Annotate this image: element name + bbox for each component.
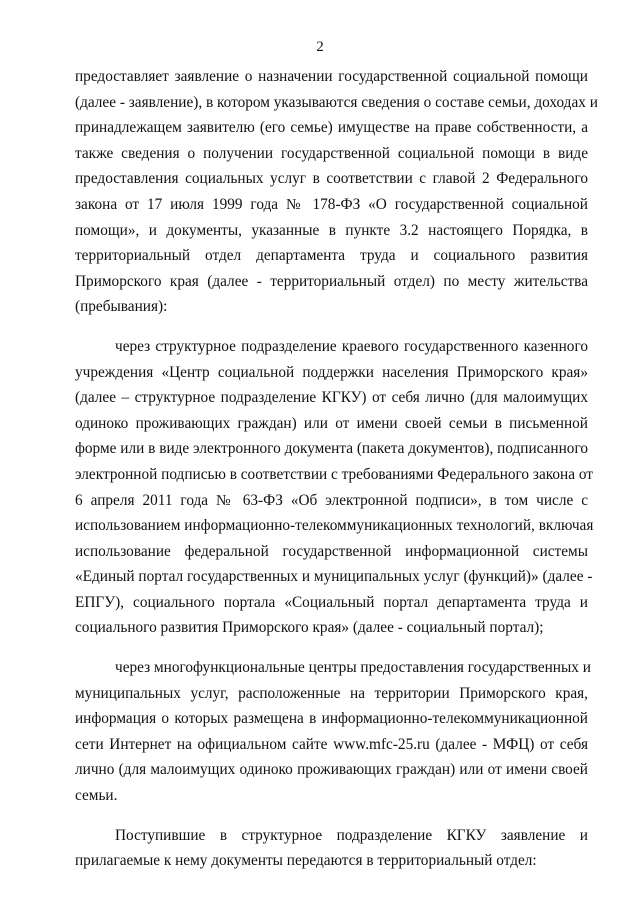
text-line: предоставляет заявление о назначении государственной социальной помощи [75,68,588,85]
text-line: форме или в виде электронного документа (пакета документов), подписанного [75,440,588,458]
text-line: Поступившие в структурное подразделение КГКУ заявление и [115,826,588,844]
paragraph-4 [75,823,588,874]
text-line: использованием информационно-телекоммуникационных технологий, включая [75,517,594,535]
text-line: «Единый портал государственных и муниципальных услуг (функций)» (далее - [75,568,593,586]
text-line: через многофункциональные центры предоставления государственных и [115,659,591,677]
text-line: (далее - заявление), в котором указываются сведения о составе семьи, доходах и [75,93,598,111]
paragraph-1 [75,64,598,320]
text-line: предоставления социальных услуг в соответствии с главой 2 Федерального [75,170,588,188]
text-line: лично (для малоимущих одиноко проживающих граждан) или от имени своей [75,761,588,779]
text-line: электронной подписью в соответствии с требованиями Федерального закона от [75,465,593,483]
text-line: (далее – структурное подразделение КГКУ) от себя лично (для малоимущих [75,389,588,407]
text-line: муниципальных услуг, расположенные на территории Приморского края, [75,684,588,702]
text-line: помощи», и документы, указанные в пункте 3.2 настоящего Порядка, в [75,221,588,239]
text-line: учреждения «Центр социальной поддержки населения Приморского края» [75,363,588,381]
text-line: 6 апреля 2011 года № 63-ФЗ «Об электронной подписи», в том числе с [75,491,588,509]
text-line: использование федеральной государственной информационной системы [75,542,588,560]
page-number: 2 [316,39,324,55]
text-line: через структурное подразделение краевого государственного казенного [115,337,588,355]
document-body [75,64,598,874]
text-line: территориальный отдел департамента труда и социального развития [75,247,588,265]
text-line: ЕПГУ), социального портала «Социальный портал департамента труда и [75,593,588,611]
text-line: прилагаемые к нему документы передаются в территориальный отдел: [75,852,537,870]
text-line: Приморского края (далее - территориальный отдел) по месту жительства [75,272,588,290]
text-line: также сведения о получении государственной социальной помощи в виде [75,144,588,162]
text-line: (пребывания): [75,298,168,316]
text-line: семьи. [75,787,118,805]
text-line: принадлежащем заявителю (его семье) имуществе на праве собственности, а [75,119,588,137]
paragraph-3 [75,655,591,809]
text-line: информация о которых размещена в информационно-телекоммуникационной [75,710,588,728]
text-line: социального развития Приморского края» (далее - социальный портал); [75,619,544,637]
text-line: одиноко проживающих граждан) или от имени своей семьи в письменной [75,414,588,432]
text-line: закона от 17 июля 1999 года № 178-ФЗ «О государственной социальной [75,195,588,213]
paragraph-2 [75,334,594,641]
text-line: сети Интернет на официальном сайте www.mfc-25.ru (далее - МФЦ) от себя [75,735,588,753]
